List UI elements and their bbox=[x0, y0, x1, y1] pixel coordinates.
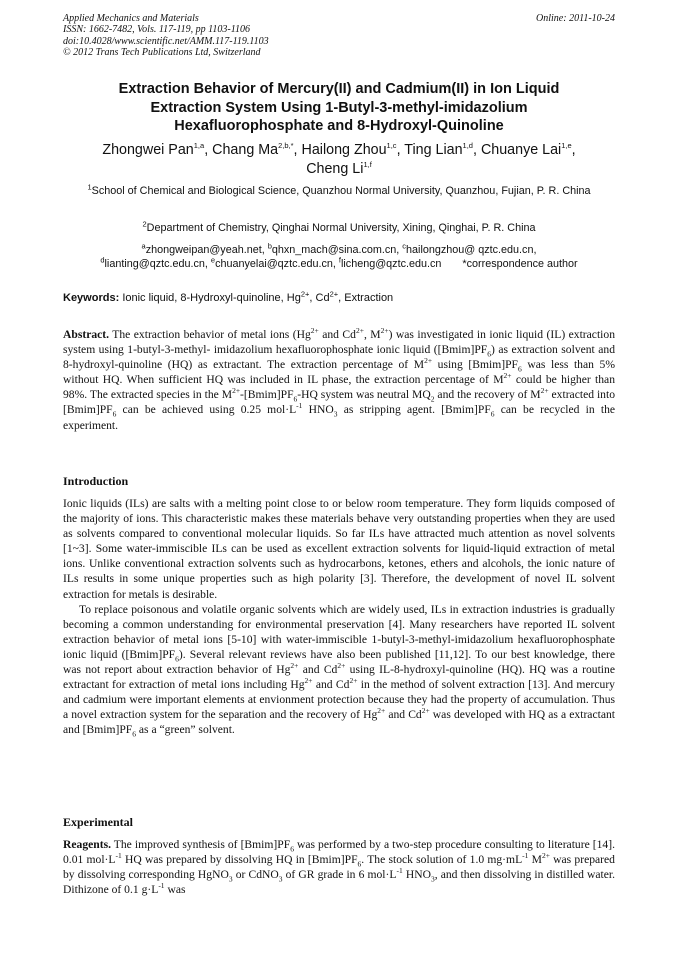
affiliation-mark: 1 bbox=[87, 182, 92, 192]
running-header bbox=[63, 13, 615, 59]
author-affiliation-mark: 2,b,* bbox=[278, 141, 294, 151]
journal-name: Applied Mechanics and Materials bbox=[63, 13, 199, 24]
author-affiliation-mark: 1,e bbox=[561, 141, 572, 151]
charge-superscript: 2+ bbox=[329, 289, 339, 299]
copyright-line: © 2012 Trans Tech Publications Ltd, Switzerland bbox=[63, 47, 261, 59]
author-affiliation-mark: 1,a bbox=[193, 141, 205, 151]
issn-line: ISSN: 1662-7482, Vols. 117-119, pp 1103-1106 bbox=[63, 24, 251, 36]
title-line-1: Extraction Behavior of Mercury(II) and Cadmium(II) in Ion Liquid bbox=[118, 81, 560, 97]
email-mark: e bbox=[210, 254, 216, 264]
title-line-3: Hexafluorophosphate and 8-Hydroxyl-Quinoline bbox=[174, 118, 504, 134]
email-mark: d bbox=[100, 254, 105, 264]
online-date: Online: 2011-10-24 bbox=[536, 13, 615, 24]
title-line-2: Extraction System Using 1-Butyl-3-methyl-imidazolium bbox=[150, 99, 528, 116]
affiliation-mark: 2 bbox=[142, 219, 147, 229]
reagents-label: Reagents. bbox=[63, 838, 111, 851]
author-affiliation-mark: 1,c bbox=[386, 141, 397, 151]
email-list bbox=[63, 241, 615, 271]
email-address: qhxn_mach@sina.com.cn, bbox=[271, 244, 400, 256]
author-name: Cheng Li bbox=[306, 161, 364, 177]
abstract-paragraph: Abstract. The extraction behavior of metal ions ($Hg^{2+}$ and $Cd^{2+}$, $M^{2+}$) was investigated in ionic liquid (IL) extraction system using 1-butyl-3-methyl- imidazolium hexafluorophosphate ionic liquid $([Bmim]PF_6)$ as extraction solvent and 8-hydroxyl-quinoline (HQ) as extractant. The extraction percentage of $M^{2+}$ using $[Bmim]PF_6$ was less than 5% without HQ. When sufficient HQ was included in IL phase, the extraction percentage of $M^{2+}$ could be higher than 98%. The extracted species in the $M^{2+}-[Bmim]PF_6-HQ$ system was neutral $MQ_2$ and the recovery of $M^{2+}$ extracted into $[Bmim]PF_6$ can be achieved using 0.25 $mol\cdot L^{-1}$ $HNO_3$ as stripping agent. $[Bmim]PF_6$ can be recycled in the experiment. bbox=[63, 326, 616, 432]
author-name: Chuanye Lai bbox=[480, 142, 562, 158]
email-address: lianting@qztc.edu.cn, bbox=[104, 257, 208, 270]
email-mark: b bbox=[267, 241, 272, 251]
author-name: Ting Lian bbox=[404, 142, 463, 158]
keywords-text: , Extraction bbox=[338, 292, 394, 304]
keywords-label: Keywords: bbox=[63, 292, 120, 304]
affiliation-text: Department of Chemistry, Qinghai Normal University, Xining, Qinghai, P. R. China bbox=[146, 222, 536, 234]
email-address: chuanyelai@qztc.edu.cn, bbox=[215, 257, 336, 270]
paper-title bbox=[63, 80, 615, 136]
doi-line: doi:10.4028/www.scientific.net/AMM.117-119.1103 bbox=[63, 35, 269, 47]
author-name: Zhongwei Pan bbox=[102, 142, 194, 158]
keywords-text: , Cd bbox=[309, 292, 330, 304]
author-affiliation-mark: 1,f bbox=[363, 160, 372, 170]
affiliation-2 bbox=[63, 219, 615, 236]
affiliation-text: School of Chemical and Biological Science, Quanzhou Normal University, Quanzhou, Fujian, P. R. China bbox=[91, 185, 591, 197]
keywords bbox=[63, 291, 615, 305]
charge-superscript: 2+ bbox=[300, 289, 310, 299]
author-name: Chang Ma bbox=[212, 142, 279, 158]
affiliation-1 bbox=[63, 182, 615, 199]
abstract-label: Abstract. bbox=[63, 328, 110, 341]
author-list: Zhongwei Pan$^{1,a}$, Chang $Ma^{2,b,*}$, Hailong Zhou$^{1,c}$, Ting Lian$^{1,d}$, Chuanye Lai$^{1,e}$, Cheng Li$^{1,f}$ bbox=[102, 141, 576, 177]
email-address: hailongzhou@ qztc.edu.cn, bbox=[406, 244, 537, 256]
reagents-paragraph: Reagents. The improved synthesis of $[Bmim]PF_6$ was performed by a two-step procedure consulting to literature [14]. 0.01 $mol\cdot L^{-1}$ HQ was prepared by dissolving HQ in $[Bmim]PF_6$. The stock solution of 1.0 $mg\cdot mL^{-1}$ $M^{2+}$ was prepared by dissolving corresponding HgNO$_3$ or CdNO$_3$ of GR grade in 6 $mol\cdot L^{-1}$ $HNO_3$, and then dissolving in distilled water. Dithizone of 0.1 $g\cdot L^{-1}$ was bbox=[63, 838, 616, 897]
section-heading-introduction: Introduction bbox=[63, 474, 129, 488]
email-mark: f bbox=[338, 254, 341, 264]
correspondence-note: *correspondence author bbox=[462, 257, 578, 270]
keywords-text: Ionic liquid, 8-Hydroxyl-quinoline, Hg bbox=[122, 292, 301, 304]
author-affiliation-mark: 1,d bbox=[462, 141, 473, 151]
email-mark: a bbox=[141, 241, 146, 251]
email-mark: c bbox=[402, 241, 407, 251]
author-name: Hailong Zhou bbox=[301, 142, 387, 158]
email-address: licheng@qztc.edu.cn bbox=[341, 257, 442, 270]
section-heading-experimental: Experimental bbox=[63, 815, 133, 829]
introduction-body: Ionic liquids (ILs) are salts with a melting point close to or below room temperature. They form liquids composed of the majority of ions. This characteristic makes these materials behave very outstanding properties when they are used as solvents compared to conventional molecular liquids. So far ILs have attracted much attention as novel solvents [1~3]. Some water-immiscible ILs can be used as excellent extraction solvents for liquid-liquid extraction of metal ions. Unlike conventional extraction solvents such as hydrocarbons, ketones, ethers and alcohols, the ionic nature of ILs results in some unique properties such as high polarity [3]. Therefore, the development of novel IL solvent extraction for metals is desirable. To replace poisonous and volatile organic solvents which are widely used, ILs in extraction industries is gradually becoming a common understanding for environmental preservation [4]. Many researchers have reported IL solvent extraction behavior of metal ions [5-10] with water-immiscible 1-butyl-3-methyl-imidazolium hexafluorophosphate ionic liquid $([Bmim]PF_6)$. Several relevant reviews have also been published [11,12]. To our best knowledge, there was not report about extraction behavior of $Hg^{2+}$ and $Cd^{2+}$ using IL-8-hydroxyl-quinoline (HQ). HQ was a routine extractant for extraction of metal ions including $Hg^{2+}$ and $Cd^{2+}$ in the method of solvent extraction [13]. And mercury and cadmium were important elements at envionment protection because they had the property of accumulation. Thus a novel extraction system for the separation and the recovery of $Hg^{2+}$ and $Cd^{2+}$ was developed with HQ as a extractant and $[Bmim]PF_6$ as a “green” solvent. bbox=[63, 497, 615, 739]
email-address: zhongweipan@yeah.net, bbox=[145, 244, 265, 256]
